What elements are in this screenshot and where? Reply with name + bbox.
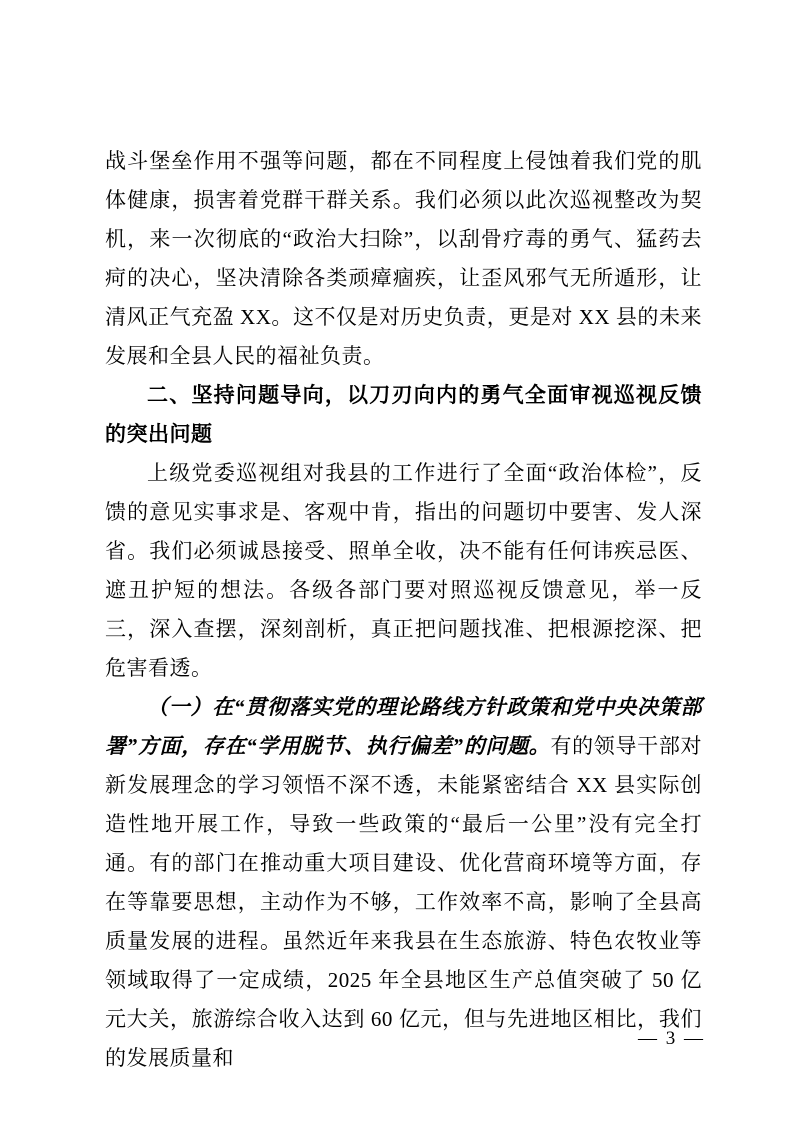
paragraph-feedback: 上级党委巡视组对我县的工作进行了全面“政治体检”，反馈的意见实事求是、客观中肯，指出的问题切中要害、发人深省。我们必须诚恳接受、照单全收，决不能有任何讳疾忌医、遮丑护短的想法。各级各部门要对照巡视反馈意见，举一反三，深入查摆，深刻剖析，真正把问题找准、把根源挖深、把危害看透。 bbox=[105, 461, 702, 680]
document-body bbox=[105, 142, 702, 1078]
paragraph-continuation: 战斗堡垒作用不强等问题，都在不同程度上侵蚀着我们党的肌体健康，损害着党群干群关系。我们必须以此次巡视整改为契机，来一次彻底的“政治大扫除”，以刮骨疗毒的勇气、猛药去疴的决心，坚决清除各类顽瘴痼疾，让歪风邪气无所遁形，让清风正气充盈 XX。这不仅是对历史负责，更是对 XX 县的未来发展和全县人民的福祉负责。 bbox=[105, 149, 702, 368]
item-one-lead-text: （一）在“贯彻落实党的理论路线方针政策和党中央决策部署”方面，存在“学用脱节、执行偏差”的问题。 bbox=[105, 695, 702, 758]
paragraph-item-one bbox=[105, 688, 702, 1078]
section-heading-2: 二、坚持问题导向，以刀刃向内的勇气全面审视巡视反馈的突出问题 bbox=[105, 384, 702, 446]
item-one-body-text: 有的领导干部对新发展理念的学习领悟不深不透，未能紧密结合 XX 县实际创造性地开展工作，导致一些政策的“最后一公里”没有完全打通。有的部门在推动重大项目建设、优化营商环境等方面，存在等靠要思想，主动作为不够，工作效率不高，影响了全县高质量发展的进程。虽然近年来我县在生态旅游、特色农牧业等领域取得了一定成绩，2025 年全县地区生产总值突破了 50 亿元大关，旅游综合收入达到 60 亿元，但与先进地区相比，我们的发展质量和 bbox=[105, 734, 703, 1070]
page-number: — 3 — bbox=[638, 1028, 705, 1049]
